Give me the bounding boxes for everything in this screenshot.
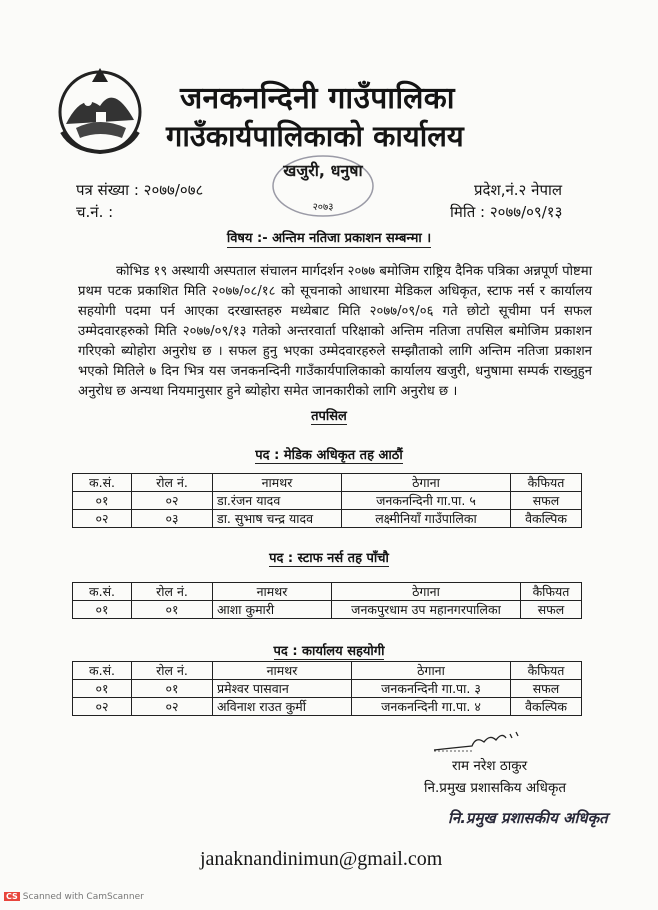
- column-header-remarks: कैफियत: [511, 474, 582, 492]
- camscanner-icon: CS: [6, 892, 18, 901]
- post-heading-staff-nurse: [0, 548, 658, 566]
- roll-cell: ०३: [132, 510, 213, 528]
- column-header-name: नामथर: [213, 474, 342, 492]
- post-heading-office-assistant: [0, 641, 658, 659]
- column-header-roll: रोल नं.: [132, 662, 213, 680]
- signatory-name: राम नरेश ठाकुर: [452, 758, 528, 774]
- name-cell: अविनाश राउत कुर्मी: [213, 698, 352, 716]
- remarks-cell: सफल: [511, 680, 582, 698]
- designation-stamp: नि.प्रमुख प्रशासकीय अधिकृत: [448, 809, 608, 827]
- stamp-text-location: खजुरी, धनुषा: [283, 161, 363, 180]
- province: प्रदेश,नं.२ नेपाल: [474, 181, 563, 199]
- column-header-remarks: कैफियत: [511, 662, 582, 680]
- office-email: janaknandinimun@gmail.com: [200, 848, 443, 870]
- column-header-roll: रोल नं.: [132, 583, 213, 601]
- subject-line: [0, 228, 658, 246]
- name-cell: डा. सुभाष चन्द्र यादव: [213, 510, 342, 528]
- column-header-serial: क.सं.: [73, 474, 132, 492]
- table-row: [73, 510, 582, 528]
- post-heading-text: पद : कार्यालय सहयोगी: [273, 644, 385, 659]
- column-header-name: नामथर: [213, 662, 352, 680]
- name-cell: डा.रंजन यादव: [213, 492, 342, 510]
- body-paragraph: कोभिड १९ अस्थायी अस्पताल संचालन मार्गदर्शन २०७७ बमोजिम राष्ट्रिय दैनिक पत्रिका अन्नपूर्ण पोष्टमा प्रथम पटक प्रकाशित मिति २०७७/०८/१८ को सूचनाको आधारमा मेडिकल अधिकृत, स्टाफ नर्स र कार्यालय सहयोगी पदमा पर्न आएका दरखास्तहरु मध्येबाट मिति २०७७/०९/०६ गते छोटो सूचीमा पर्न सफल उम्मेदवारहरुको मिति २०७७/०९/१३ गतेको अन्तरवार्ता परिक्षाको अन्तिम नतिजा तपसिल बमोजिम प्रकाशन गरिएको ब्योहोरा अनुरोध छ । सफल हुनु भएका उम्मेदवारहरुले सम्झौताको लागि अन्तिम नतिजा प्रकाशन भएको मितिले ७ दिन भित्र यस जनकनन्दिनी गाउँकार्यपालिकाको कार्यालय खजुरी, धनुषामा सम्पर्क राख्नुहुन अनुरोध छ अन्यथा नियमानुसार हुने ब्योहोरा समेत जानकारीको लागि अनुरोध छ ।: [78, 264, 592, 399]
- results-table-staff-nurse: [72, 582, 582, 619]
- column-header-serial: क.सं.: [73, 583, 132, 601]
- roll-cell: ०१: [132, 680, 213, 698]
- remarks-cell: वैकल्पिक: [511, 510, 582, 528]
- letter-body: [78, 262, 592, 402]
- serial-cell: ०१: [73, 492, 132, 510]
- serial-cell: ०१: [73, 680, 132, 698]
- details-heading-text: तपसिल: [311, 409, 347, 424]
- roll-cell: ०२: [132, 698, 213, 716]
- letter-date: मिति : २०७७/०९/१३: [450, 203, 563, 221]
- serial-cell: ०२: [73, 698, 132, 716]
- results-table-office-assistant: [72, 661, 582, 716]
- column-header-address: ठेगाना: [342, 474, 511, 492]
- subject-text: विषय :- अन्तिम नतिजा प्रकाशन सम्बन्मा ।: [226, 231, 432, 246]
- post-heading-text: पद : स्टाफ नर्स तह पाँचौ: [269, 551, 389, 566]
- roll-cell: ०१: [132, 601, 213, 619]
- address-cell: जनकनन्दिनी गा.पा. ३: [352, 680, 511, 698]
- handwritten-signature: [432, 730, 532, 754]
- post-heading-text: पद : मेडिक अधिकृत तह आठौं: [255, 448, 403, 463]
- table-row: [73, 698, 582, 716]
- column-header-remarks: कैफियत: [521, 583, 582, 601]
- scanner-watermark: [4, 892, 144, 902]
- table-row: [73, 492, 582, 510]
- table-header-row: [73, 583, 582, 601]
- name-cell: आशा कुमारी: [213, 601, 332, 619]
- post-heading-medical-officer: [0, 445, 658, 463]
- address-cell: जनकनन्दिनी गा.पा. ४: [352, 698, 511, 716]
- results-table-medical-officer: [72, 473, 582, 528]
- roll-cell: ०२: [132, 492, 213, 510]
- address-cell: लक्ष्मीनियाँ गाउँपालिका: [342, 510, 511, 528]
- remarks-cell: सफल: [511, 492, 582, 510]
- address-cell: जनकपुरधाम उप महानगरपालिका: [332, 601, 521, 619]
- letter-reference-number: पत्र संख्या : २०७७/०७८: [76, 181, 204, 199]
- column-header-serial: क.सं.: [73, 662, 132, 680]
- remarks-cell: सफल: [521, 601, 582, 619]
- address-cell: जनकनन्दिनी गा.पा. ५: [342, 492, 511, 510]
- column-header-address: ठेगाना: [332, 583, 521, 601]
- office-name: जनकनन्दिनी गाउँपालिका: [180, 81, 455, 116]
- signatory-title: नि.प्रमुख प्रशासकिय अधिकृत: [424, 780, 567, 796]
- column-header-name: नामथर: [213, 583, 332, 601]
- table-header-row: [73, 474, 582, 492]
- nepal-emblem-logo: [52, 62, 148, 158]
- serial-cell: ०१: [73, 601, 132, 619]
- column-header-address: ठेगाना: [352, 662, 511, 680]
- dispatch-number: च.नं. :: [76, 203, 114, 221]
- scanner-watermark-text: Scanned with CamScanner: [22, 892, 144, 902]
- details-heading: [0, 406, 658, 424]
- table-row: [73, 680, 582, 698]
- remarks-cell: वैकल्पिक: [511, 698, 582, 716]
- office-subtitle: गाउँकार्यपालिकाको कार्यालय: [166, 119, 464, 153]
- office-stamp: [268, 154, 378, 218]
- name-cell: प्रमेश्वर पासवान: [213, 680, 352, 698]
- table-row: [73, 601, 582, 619]
- column-header-roll: रोल नं.: [132, 474, 213, 492]
- table-header-row: [73, 662, 582, 680]
- serial-cell: ०२: [73, 510, 132, 528]
- stamp-text-year: २०७३: [312, 202, 334, 213]
